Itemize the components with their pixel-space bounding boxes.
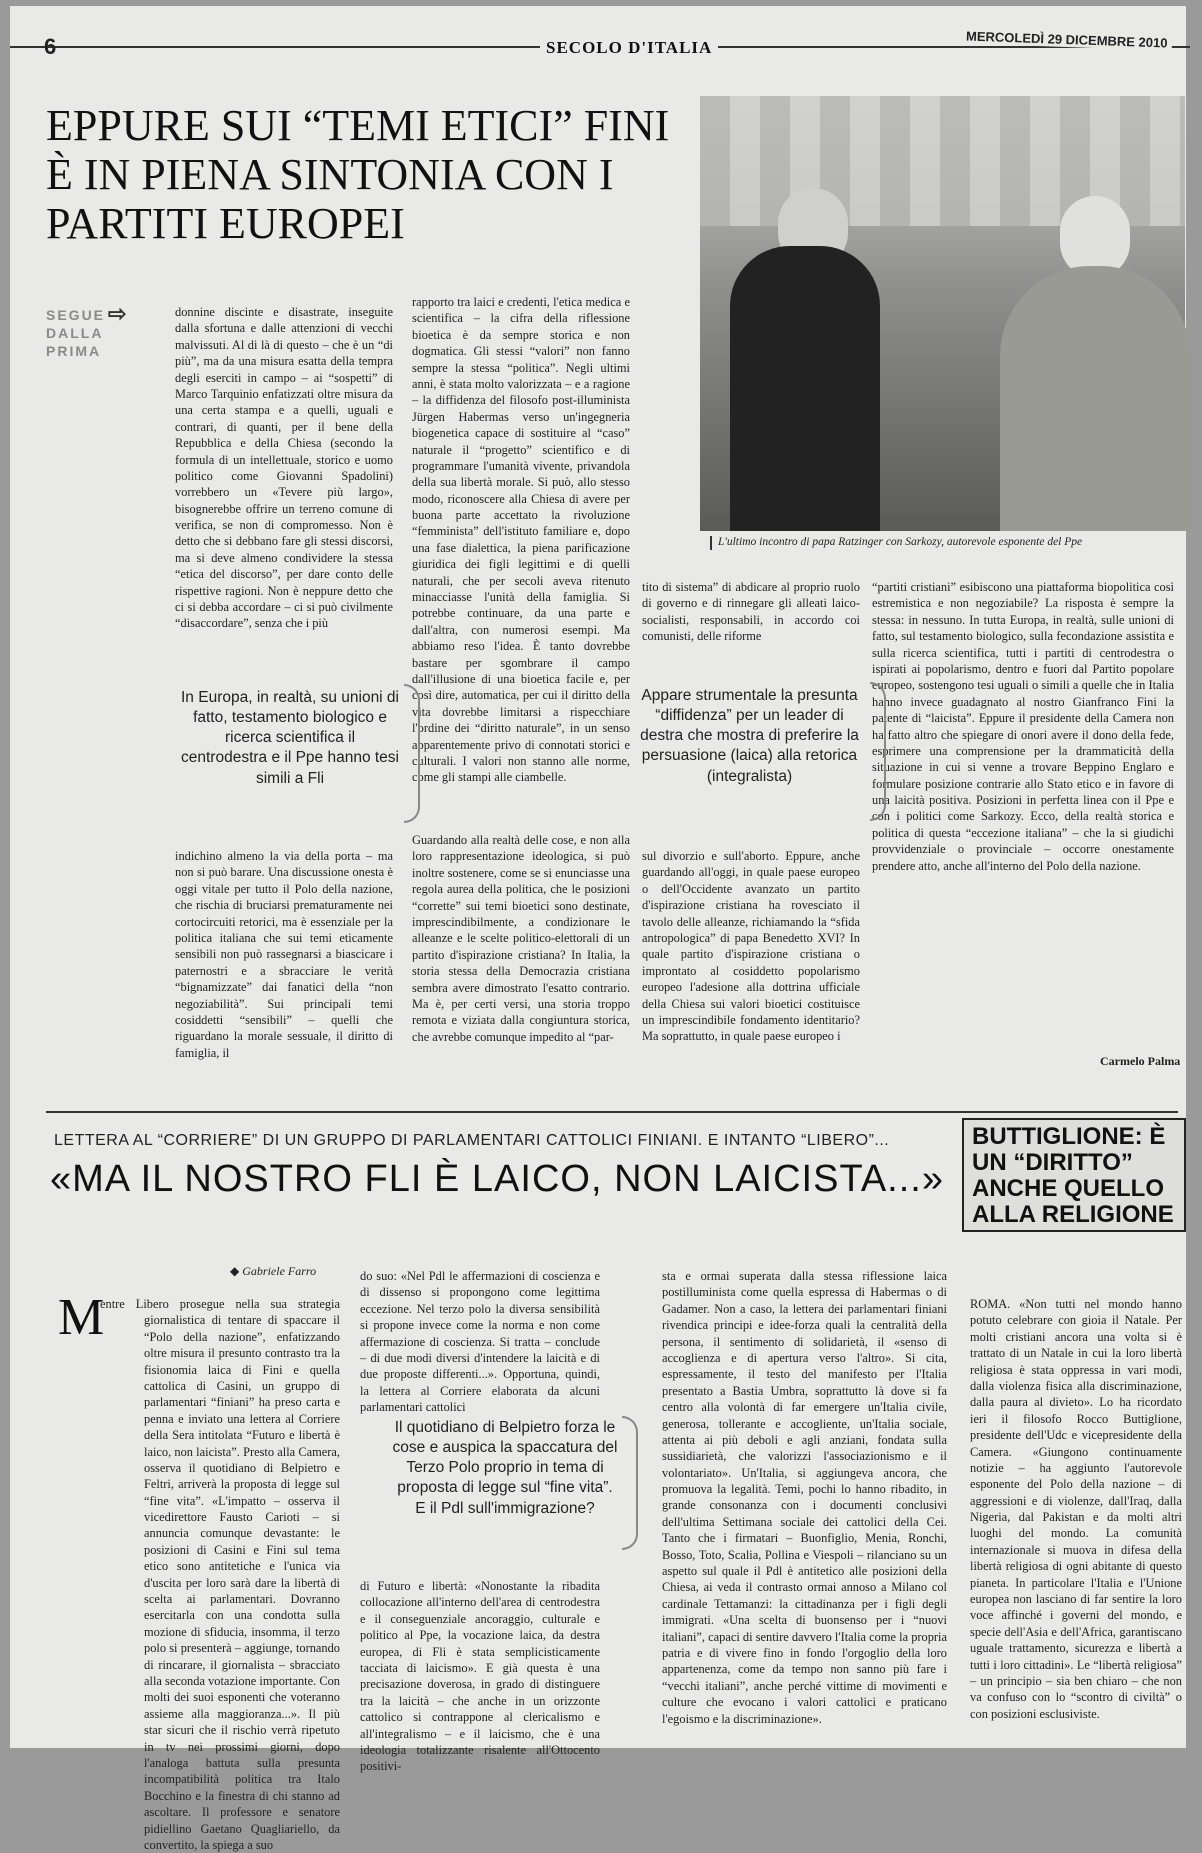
article-column-1-lower: indichino almeno la via della porta – ma non si può barare. Una discussione onesta è oggi vitale per tutto il Polo della nazione, che rischia di bruciarsi prematuramente nei cortocircuiti retorici, ma è essenziale per la politica italiana che sui temi eticamente sensibili non può rassegnarsi a biascicare i paternostri e a sbracciare le verità “bignamizzate” dai fanatici della “non negoziabilità”. Sui principali temi cosiddetti “sensibili” – quelli che riguardano la morale sessuale, il diritto di famiglia, il xyxy=(175,849,393,1060)
article2-pullquote-brace xyxy=(622,1416,638,1550)
byline xyxy=(230,1264,316,1279)
article-photo xyxy=(700,96,1185,531)
pullquote-left-brace xyxy=(404,684,420,823)
photo-caption: L'ultimo incontro di papa Ratzinger con Sarkozy, autorevole esponente del Ppe xyxy=(710,536,1188,550)
byline-author: Gabriele Farro xyxy=(242,1264,317,1278)
article2-column-2: do suo: «Nel Pdl le affermazioni di coscienza e di dissenso si propongono come legittima eccezione. Nel terzo polo la diversa sensibilità si propone invece come la norma e non come affermazione di coscienza. Si tratta – conclude – di due modi diversi d'intendere la laicità e di due proposte differenti...». Opportuna, quindi, la lettera al Corriere elaborata da alcuni parlamentari cattolici xyxy=(360,1269,600,1415)
article2-column-1: entre Libero prosegue nella sua strategia giornalistica di tentare di spaccare il “Polo della nazione”, enfatizzando oltre misura il presunto contrasto tra la fisionomia laica di Fini e quella cattolica di Casini, un gruppo di parlamentari “finiani” ha preso carta e penna e inviato una lettera al Corriere della Sera intitolata “Futuro e libertà è laico, non laicista”. Presto alla Camera, osserva il quotidiano di Belpietro e Feltri, arriverà la proposta di legge sul “fine vita”. «L'impatto – osserva il vicedirettore Fausto Carioti – si annuncia comunque devastante: le posizioni di Casini e Fini sul tema etico sono antitetiche e l'unica via d'uscita per loro sarà dare la libertà di scelta ai parlamentari. Dovranno esercitarla con una condotta sulla mozione di sfiducia, insomma, il terzo polo si presenterà – aggiunge, tornando di rincarare, il giornalista – sbracciato alla seconda votazione importante. Con molti dei suoi esponenti che voteranno assieme alla maggioranza...». Il più star sicuri che il rischio verrà ripetuto in tv nei prossimi giorni, dopo l'analoga battuta sulla presunta incompatibilità politica tra Italo Bocchino e la finestra di chi stanno ad ascoltare. Il professore e senatore pidiellino Gaetano Quagliariello, da convertito, la spiega a suo xyxy=(100,1297,340,1852)
continued-text: SEGUE DALLA PRIMA xyxy=(46,307,106,360)
masthead: SECOLO D'ITALIA xyxy=(540,38,718,58)
continued-label xyxy=(46,301,129,361)
signature: Carmelo Palma xyxy=(1100,1054,1181,1068)
section-rule xyxy=(46,1111,1178,1113)
article2-kicker: LETTERA AL “CORRIERE” DI UN GRUPPO DI PARLAMENTARI CATTOLICI FINIANI. E INTANTO “LIBERO”... xyxy=(54,1132,890,1149)
article-column-4: “partiti cristiani” esibiscono una piattaforma biopolitica così estremistica e non negoziabile? La risposta è sempre la stessa: in nessuno. In tutta Europa, in realtà, sulle unioni di fatto, sul testamento biologico, sulla fecondazione assistita e sulla ricerca scientifica, tutti i partiti di centrodestra o ispirati ai popolarismo, dentro e fuori dal Partito popolare europeo, sostengono tesi uguali o simili a quelle che in Italia hanno invece guadagnato al nostro Gianfranco Fini la patente di “laicista”. Eppure il presidente della Camera non ha fatto altro che spiegare di onori avere il dono della fede, esprimere una comprensione per la drammaticità della situazione in cui si venne a trovare Beppino Englaro e formulare posizione contrarie allo Stato etico e in favore di una laicità positiva. Posizioni in perfetta linea con il Ppe e con i politici come Sarkozy. Ecco, della realtà storica e politica di questa “eccezione italiana” – che la si giudichi provvidenziale o provinciale – occorre onestamente prendere atto, anche all'interno del Polo della nazione. xyxy=(872,580,1174,873)
article2-pullquote: Il quotidiano di Belpietro forza le cose e auspica la spaccatura del Terzo Polo proprio in tema di proposta di legge sul “fine vita”. E il Pdl sull'immigrazione? xyxy=(392,1419,618,1517)
photo-person-left xyxy=(730,246,880,531)
sidebar-body: ROMA. «Non tutti nel mondo hanno potuto celebrare con gioia il Natale. Per molti cristiani ancora una volta si è trattato di un Natale in cui la loro libertà religiosa è stata oppressa in vari modi, dalla violenza fisica alla discriminazione, dalla paura al divieto». Lo ha ricordato ieri il filosofo Rocco Buttiglione, presidente dell'Udc e vicepresidente della Camera. «Giungono continuamente notizie – ha aggiunto l'autorevole esponente del Polo della nazione – di aggressioni e di violenze, dall'Iraq, dalla Nigeria, dal Pakistan e da molti altri luoghi del mondo. La comunità internazionale si muova in difesa della libertà religiosa di ogni abitante di questo pianeta. In particolare l'Italia e l'Unione europea non lasciano di far sentire la loro voce affinché i governi del mondo, e specie dell'Asia e dell'Africa, garantiscano uguale trattamento, sicurezza e libertà a tutti i loro cittadini». Le “libertà religiosa” – un principio – sia ben chiaro – che non va confuso con lo “scontro di civiltà” o con posizioni esclusiviste. xyxy=(970,1297,1182,1721)
pullquote-right: Appare strumentale la presunta “diffidenza” per un leader di destra che mostra di preferire la persuasione (laica) alla retorica (integralista) xyxy=(640,687,859,785)
newspaper-page xyxy=(10,6,1186,1852)
page-number: 6 xyxy=(44,34,57,59)
pullquote-right-brace xyxy=(870,682,886,821)
article-column-1: donnine discinte e disastrate, inseguite dalla sfortuna e dalle attenzioni di vecchi malvissuti. Al di là di questo – che è un “di più”, ma da una misura esatta della tempra degli eserciti in campo – ai “sospetti” di Marco Tarquinio enfatizzati oltre misura da una certa stampa e a quelli, uguali e contrari, di quanti, per il bene della Repubblica e della Chiesa (secondo la formula di un intellettuale, storico e uomo politico come Giovanni Spadolini) vorrebbero un «Tevere più largo», bisognerebbe offrire un terreno comune di verifica, se non di compromesso. Non è detto che si debbano fare gli stessi discorsi, ma si deve almeno condividere la stessa “etica del discorso”, per dare conto delle rispettive ragioni. Non è neppure detto che ci si debba accordare – ci si può civilmente “disaccordare”, senza che i più xyxy=(175,305,393,631)
article2-column-4: sta e ormai superata dalla stessa riflessione laica postilluminista come quella espressa di Habermas o di Gadamer. Non a caso, la lettera dei parlamentari finiani rivendica principi e idee-forza quali la centralità della persona, il sentimento di solidarietà, il «senso di accoglienza e di apertura verso l'altro». Si cita, espressamente, il testo del manifesto per l'Italia presentato a Bastia Umbra, soprattutto là dove si fa centro alla volontà di far emergere un'Italia civile, generosa, tollerante e accogliente, un'Italia sociale, attenta ai più deboli e agli anziani, fondata sulla sussidiarietà, che valorizzi l'associazionismo e il volontariato». Un'Italia, si aggiungeva ancora, che promuova la legalità. Temi, pochi lo hanno ribadito, in grande consonanza con i documenti conclusivi dell'ultima Settimana sociale dei cattolici della Cei. Tanto che i firmatari – Buonfiglio, Menia, Ronchi, Bosso, Toto, Scalia, Pollina e Viespoli – rilanciano su un aspetto sul quale il Pdl è antitetico alle posizioni della Chiesa, ai veda il contrasto ormai annoso a Milano col cardinale Tettamanzi: la cittadinanza per i figli degli immigrati. «Una scelta di buonsenso per i “nuovi italiani”, capaci di sentire davvero l'Italia come la propria patria e di vivere fino in fondo l'orgoglio della loro appartenenza, come da tempo non sanno più fare i “vecchi italiani”, anche perché vittime di movimenti e culture che evocano i valori cattolici e praticano l'egoismo e la discriminazione». xyxy=(662,1269,947,1726)
article-column-2-lower: Guardando alla realtà delle cose, e non alla loro rappresentazione ideologica, si può inoltre sostenere, come se si enunciasse una regola aurea della politica, che le posizioni “corrette” sui temi bioetici sono destinate, imprescindibilmente, a condizionare le alleanze e le scelte politico-elettorali di un partito d'ispirazione cristiana? In Italia, la storia stessa della Democrazia cristiana sembra avere dimostrato l'esatto contrario. Ma è, per certi versi, una storia troppo remota e viziata dalla congiuntura storica, che avrebbe comunque impedito al “par- xyxy=(412,833,630,1044)
article2-column-3: di Futuro e libertà: «Nonostante la ribadita collocazione all'interno dell'area di centrodestra e il conseguenziale ancoraggio, culturale e politico al Ppe, la vocazione laica, da destra europea, di Fli è stata semplicisticamente tacciata di laicismo». E già questa è una precisazione doverosa, in grado di distinguere tra la laicità – che anche in un orizzonte cattolico si contrappone al clericalismo e all'integralismo – e il laicismo, che è una ideologia totalizzante risalente all'Ottocento positivi- xyxy=(360,1579,600,1774)
article-title: EPPURE SUI “TEMI ETICI” FINI È IN PIENA SINTONIA CON I PARTITI EUROPEI xyxy=(46,101,670,248)
article-column-3-lower: sul divorzio e sull'aborto. Eppure, anche guardando all'oggi, in quale paese europeo o dell'Occidente avanzato un partito d'ispirazione cristiana ha rovesciato il tavolo delle alleanze, richiamando la “sfida antropologica” di papa Benedetto XVI? In quale partito d'ispirazione cristiana o improntato al cosiddetto popolarismo europeo l'adesione alla dottrina ufficiale della Chiesa sui valori bioetici costituisce un imprescindibile fondamento identitario? Ma soprattutto, in quale paese europeo i xyxy=(642,849,860,1044)
photo-person-right xyxy=(1000,266,1190,531)
sidebar-headline: BUTTIGLIONE: È UN “DIRITTO” ANCHE QUELLO ALLA RELIGIONE xyxy=(972,1123,1174,1228)
drop-cap: M xyxy=(58,1289,105,1346)
article-column-2: rapporto tra laici e credenti, l'etica medica e scientifica – la cifra della riflessione bioetica è da sempre storica e non dogmatica. Gli stessi “valori” non fanno sempre la stessa “politica”. Negli ultimi anni, è stata molto valorizzata – e a ragione – la diffidenza del filosofo post-illuminista Jürgen Habermas verso un'ingegneria biogenetica capace di sostituire al “caso” naturale il “progetto” scientifico e di programmare l'umanità vivente, privandola della sua libertà morale. Si può, allo stesso modo, riconoscere alla Chiesa di avere per buona parte accettato la rivoluzione “femminista” dell'istituto familiare e, dopo una fase dialettica, la piena parificazione giuridica dei figli legittimi e di quelli naturali, che per secoli aveva ritenuto minacciasse l'unità della famiglia. Si potrebbe continuare, da una parte e dall'altra, con numerosi esempi. Ma abbiamo reso l'idea. È tanto dovrebbe bastare per sgombrare il campo dall'illusione di una bioetica facile e, per così dire, automatica, per cui il diritto della vita dovrebbe limitarsi a rispecchiare l'ordine dei “diritto naturale”, in un senso apparentemente privo di connotati storici e culturali. I valori non stanno alle norme, come gli stampi alle ciambelle. xyxy=(412,295,630,785)
article-column-3: tito di sistema” di abdicare al proprio ruolo di governo e di rinnegare gli alleati laico-socialisti, responsabili, in accordo coi comunisti, delle riforme xyxy=(642,580,860,644)
article2-headline: «MA IL NOSTRO FLI È LAICO, NON LAICISTA...» xyxy=(50,1158,944,1200)
arrow-right-icon: ⇨ xyxy=(108,301,129,326)
issue-date: MERCOLEDÌ 29 DICEMBRE 2010 xyxy=(962,28,1172,50)
diamond-icon: ◆ xyxy=(230,1264,240,1278)
pullquote-left: In Europa, in realtà, su unioni di fatto, testamento biologico e ricerca scientifica il centrodestra e il Ppe hanno tesi simili a Fli xyxy=(181,689,399,787)
